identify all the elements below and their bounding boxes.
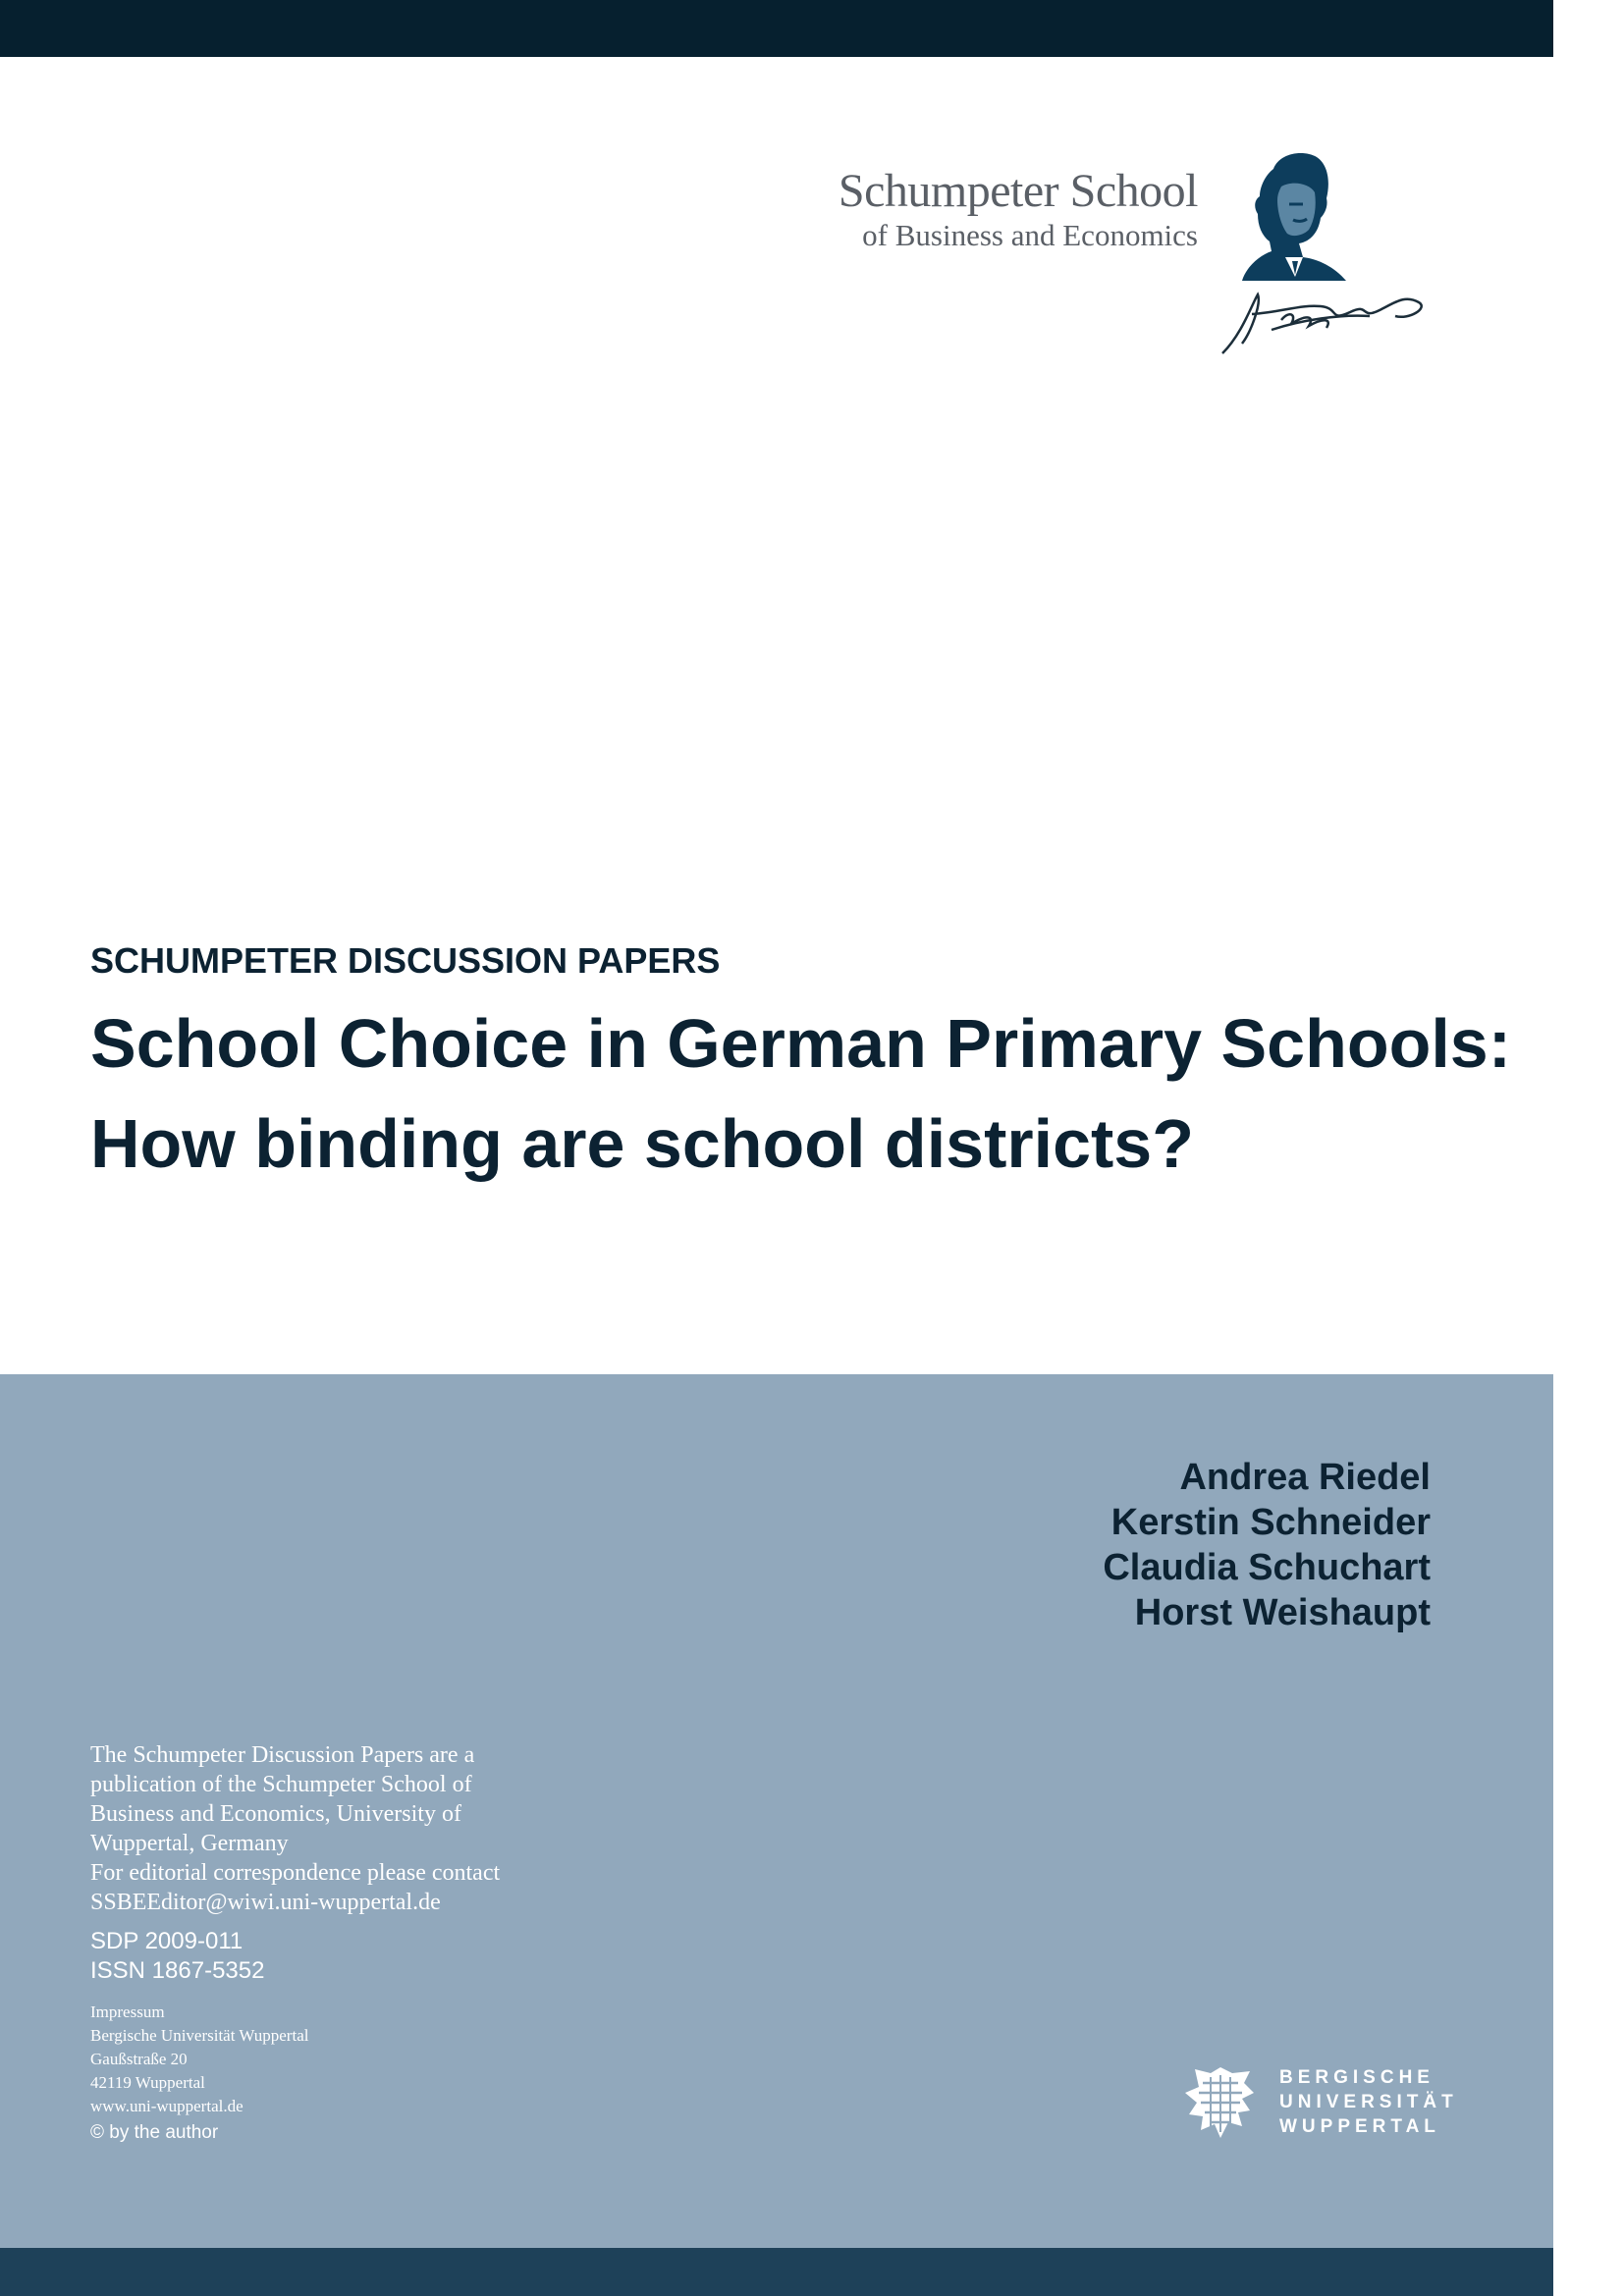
university-name-line: WUPPERTAL (1279, 2116, 1440, 2137)
logo-brand-subtitle: of Business and Economics (862, 218, 1198, 252)
title-line-1: School Choice in German Primary Schools: (90, 1005, 1512, 1082)
issn-number: ISSN 1867-5352 (90, 1957, 265, 1984)
author-list (1103, 1455, 1431, 1635)
university-name-line: UNIVERSITÄT (1279, 2092, 1458, 2112)
info-line: Wuppertal, Germany (90, 1831, 289, 1856)
info-line: Business and Economics, University of (90, 1801, 461, 1827)
paper-title (90, 993, 1563, 1194)
bottom-bar (0, 2248, 1553, 2296)
university-name-line: BERGISCHE (1279, 2067, 1435, 2088)
author-name: Horst Weishaupt (1134, 1592, 1431, 1633)
impressum-line: www.uni-wuppertal.de (90, 2097, 244, 2115)
top-bar (0, 0, 1553, 57)
info-line: publication of the Schumpeter School of (90, 1772, 472, 1797)
logo-brand-name: Schumpeter School (838, 165, 1198, 217)
logo-text (839, 165, 1198, 253)
info-line: For editorial correspondence please contact (90, 1860, 501, 1886)
paper-identifiers (90, 1927, 264, 1986)
author-band (0, 1374, 1553, 2248)
title-line-2: How binding are school districts? (90, 1105, 1194, 1182)
schumpeter-school-logo (838, 147, 1532, 363)
university-lion-icon (1181, 2063, 1260, 2142)
sdp-number: SDP 2009-011 (90, 1928, 244, 1954)
impressum-line: Impressum (90, 2002, 165, 2021)
copyright: © by the author (90, 2122, 219, 2143)
author-name: Kerstin Schneider (1110, 1502, 1431, 1543)
impressum-line: Bergische Universität Wuppertal (90, 2026, 309, 2045)
info-line: The Schumpeter Discussion Papers are a (90, 1742, 475, 1768)
impressum-line: Gaußstraße 20 (90, 2050, 188, 2068)
impressum-line: 42119 Wuppertal (90, 2073, 205, 2092)
schumpeter-portrait-signature-icon (1213, 147, 1438, 358)
university-name (1279, 2065, 1458, 2139)
author-name: Claudia Schuchart (1103, 1547, 1431, 1588)
impressum (90, 2001, 308, 2118)
editor-email: SSBEEditor@wiwi.uni-wuppertal.de (90, 1890, 441, 1915)
author-name: Andrea Riedel (1179, 1457, 1431, 1498)
publication-info (90, 1740, 601, 1917)
series-label: SCHUMPETER DISCUSSION PAPERS (90, 940, 721, 981)
